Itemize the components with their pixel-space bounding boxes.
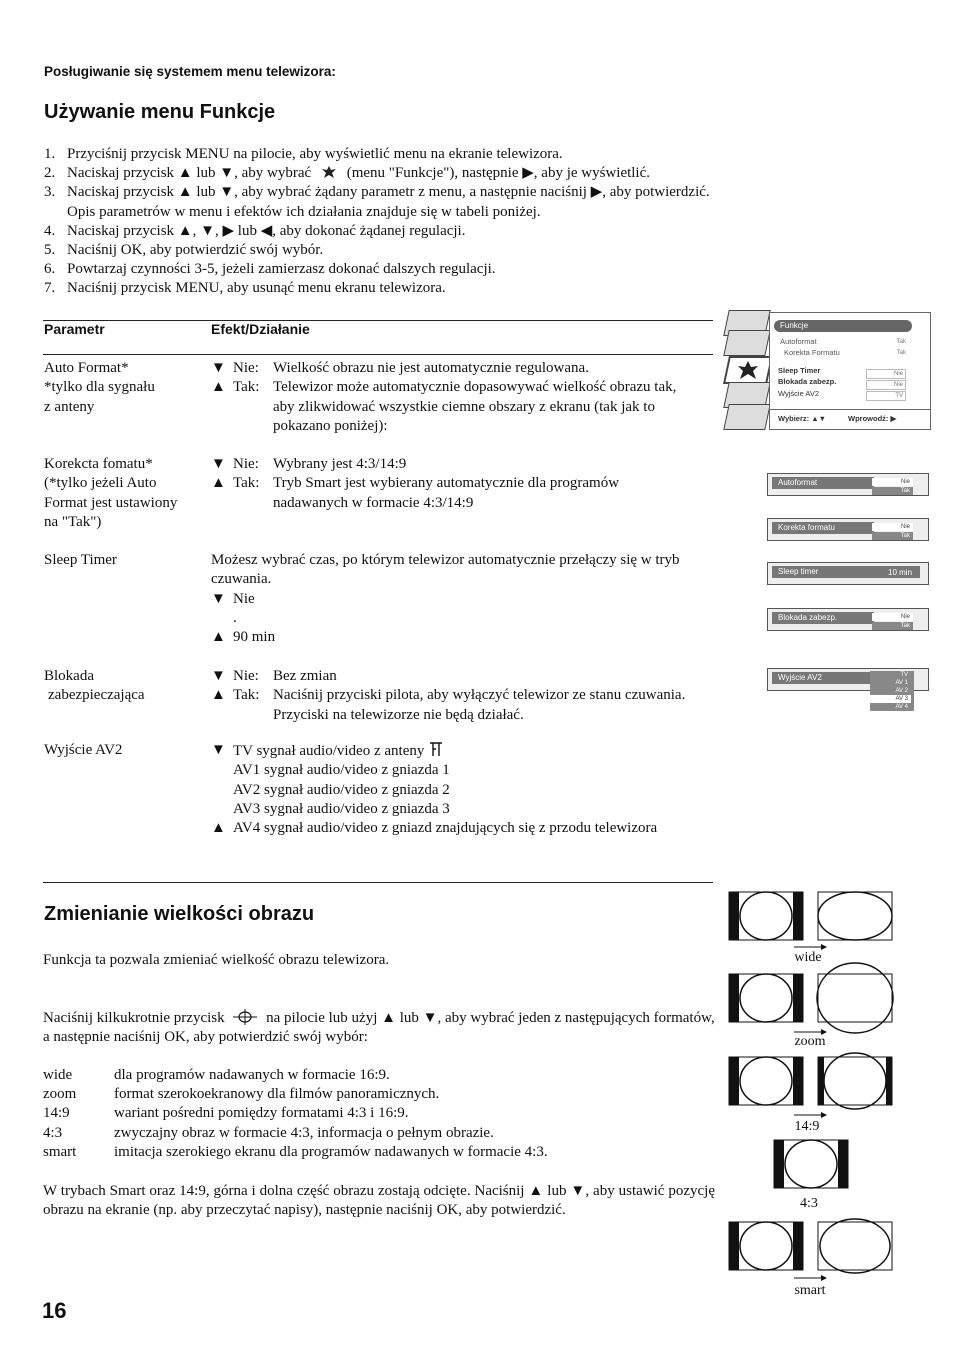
section-divider — [43, 882, 713, 883]
osd-bar-format-correction: Korekta formatu Nie Tak — [767, 518, 929, 541]
diagram-14-9 — [729, 1053, 892, 1115]
osd-item-label: Blokada zabezp. — [778, 377, 837, 386]
section-title-picture-size: Zmienianie wielkości obrazu — [44, 903, 315, 925]
diagram-label-smart: smart — [794, 1283, 826, 1298]
osd-title: Funkcje — [774, 320, 912, 332]
osd-bar-child-lock: Blokada zabezp. Nie Tak — [767, 608, 929, 631]
diagram-label-wide: wide — [794, 950, 822, 965]
picture-size-instructions: Naciśnij kilkukrotnie przycisk na pilocie lub użyj ▲ lub ▼, aby wybrać jeden z następujących formatów, a następnie naciśnij OK, aby potwierdzić swój wybór: — [43, 1010, 715, 1046]
screen-format-button-icon — [232, 1009, 258, 1025]
effect-av2-output: ▼ TV sygnał audio/video z anteny AV1 sygnał audio/video z gniazda 1 AV2 sygnał audio/video z gniazda 2 AV3 sygnał audio/video z gniazda 3 ▲ AV4 sygnał audio/video z gniazd znajdujących się z przodu telewizora — [211, 742, 658, 837]
format-item: 4:3 zwyczajny obraz w formacie 4:3, informacja o pełnym obrazie. — [43, 1124, 494, 1141]
format-list — [43, 1066, 548, 1162]
osd-bar-autoformat: Autoformat Nie Tak — [767, 473, 929, 496]
osd-bar-av2-output: Wyjście AV2 — [767, 668, 929, 691]
param-av2-output: Wyjście AV2 — [44, 742, 123, 758]
section-label: Posługiwanie się systemem menu telewizora: — [44, 64, 336, 79]
osd-av2-list: TV AV 1 AV 2 AV 3 AV 4 — [870, 671, 914, 711]
osd-item-value: Tak — [896, 350, 906, 356]
step-3: 3. Naciskaj przycisk ▲ lub ▼, aby wybrać żądany parametr z menu, a następnie naciśnij ▶, aby potwierdzić. Opis parametrów w menu i efektów ich działania znajduje się w tabeli poniżej. — [44, 184, 710, 220]
effect-sleep-timer: Możesz wybrać czas, po którym telewizor automatycznie przełączy się w tryb czuwania. ▼ Nie . ▲ 90 min — [211, 552, 680, 646]
format-item: wide dla programów nadawanych w formacie 16:9. — [43, 1067, 390, 1083]
effect-auto-format: ▼ Nie: Wielkość obrazu nie jest automatycznie regulowana. ▲ Tak: Telewizor może automatycznie dopasowywać wielkość obrazu tak, aby zlikwidować wszystkie ciemne obszary z ekranu (tak jak to pokazano poniżej): — [211, 360, 677, 434]
step-1: 1. Przyciśnij przycisk MENU na pilocie, aby wyświetlić menu na ekranie telewizora. — [44, 146, 563, 162]
osd-item-label: Autoformat — [780, 337, 817, 346]
osd-functions-menu — [722, 308, 932, 430]
step-5: 5. Naciśnij OK, aby potwierdzić swój wybór. — [44, 242, 324, 259]
osd-footer-enter: Wprowodź: ▶ — [848, 414, 897, 423]
step-2: 2. Naciskaj przycisk ▲ lub ▼, aby wybrać (menu "Funkcje"), następnie ▶, aby je wyświetlić. — [44, 165, 651, 182]
osd-item-label: Korekta Formatu — [784, 348, 840, 357]
param-auto-format: Auto Format* *tylko dla sygnału z anteny — [44, 360, 155, 415]
osd-footer-select: Wybierz: ▲▼ — [778, 414, 827, 423]
osd-item-value: TV — [866, 391, 906, 401]
step-4: 4. Naciskaj przycisk ▲, ▼, ▶ lub ◀, aby dokonać żądanej regulacji. — [44, 222, 466, 239]
effect-child-lock: ▼ Nie: Bez zmian ▲ Tak: Naciśnij przyciski pilota, aby wyłączyć telewizor ze stanu czuwania. Przyciski na telewizorze nie będą działać. — [211, 668, 686, 723]
format-item: zoom format szerokoekranowy dla filmów panoramicznych. — [43, 1086, 440, 1103]
section-title-functions: Używanie menu Funkcje — [44, 101, 276, 123]
osd-item-label: Wyjście AV2 — [778, 389, 820, 398]
format-diagrams — [726, 886, 896, 1306]
diagram-label-4-3: 4:3 — [800, 1196, 818, 1211]
param-format-correction: Korekcta fomatu* (*tylko jeżeli Auto Format jest ustawiony na "Tak") — [44, 456, 178, 530]
page-number: 16 — [42, 1298, 67, 1323]
diagram-smart — [729, 1219, 892, 1278]
antenna-icon — [428, 741, 444, 757]
diagram-4-3 — [774, 1140, 848, 1188]
table-top-rule — [43, 320, 713, 321]
osd-panel — [769, 312, 931, 430]
diagram-wide — [729, 892, 892, 947]
osd-item-value: Nie — [866, 380, 906, 390]
format-note: W trybach Smart oraz 14:9, górna i dolna część obrazu zostają odcięte. Naciśnij ▲ lub ▼, aby ustawić pozycję obrazu na ekranie (np. aby przeczytać napisy), następnie naciśnij OK, aby potwierdzić. — [43, 1183, 715, 1219]
osd-item-label: Sleep Timer — [778, 366, 821, 375]
osd-bar-sleep-timer: Sleep timer 10 min — [767, 562, 929, 585]
effect-format-correction: ▼ Nie: Wybrany jest 4:3/14:9 ▲ Tak: Tryb Smart jest wybierany automatycznie dla programów nadawanych w formacie 4:3/14:9 — [211, 456, 620, 511]
sound-menu-icon — [723, 330, 771, 356]
format-item: 14:9 wariant pośredni pomiędzy formatami 4:3 i 16:9. — [43, 1105, 409, 1122]
diagram-label-zoom: zoom — [794, 1034, 826, 1049]
osd-item-value: Tak — [896, 339, 906, 345]
osd-item-value: Nie — [866, 369, 906, 379]
preset-menu-icon — [723, 404, 771, 430]
param-sleep-timer: Sleep Timer — [44, 552, 117, 568]
format-item: smart imitacja szerokiego ekranu dla programów nadawanych w formacie 4:3. — [43, 1143, 548, 1160]
functions-menu-icon — [319, 165, 339, 179]
picture-size-intro: Funkcja ta pozwala zmieniać wielkość obrazu telewizora. — [43, 952, 390, 968]
col-header-param: Parametr — [44, 321, 105, 337]
col-header-effect: Efekt/Działanie — [211, 321, 310, 337]
functions-tab-icon — [723, 356, 773, 384]
table-header-rule — [43, 354, 713, 355]
diagram-zoom — [729, 963, 893, 1033]
steps-list — [44, 145, 714, 299]
step-6: 6. Powtarzaj czynności 3-5, jeżeli zamierzasz dokonać dalszych regulacji. — [44, 261, 496, 278]
diagram-label-14-9: 14:9 — [794, 1119, 820, 1134]
step-7: 7. Naciśnij przycisk MENU, aby usunąć menu ekranu telewizora. — [44, 280, 446, 297]
param-child-lock: Blokada zabezpieczająca — [44, 668, 145, 704]
